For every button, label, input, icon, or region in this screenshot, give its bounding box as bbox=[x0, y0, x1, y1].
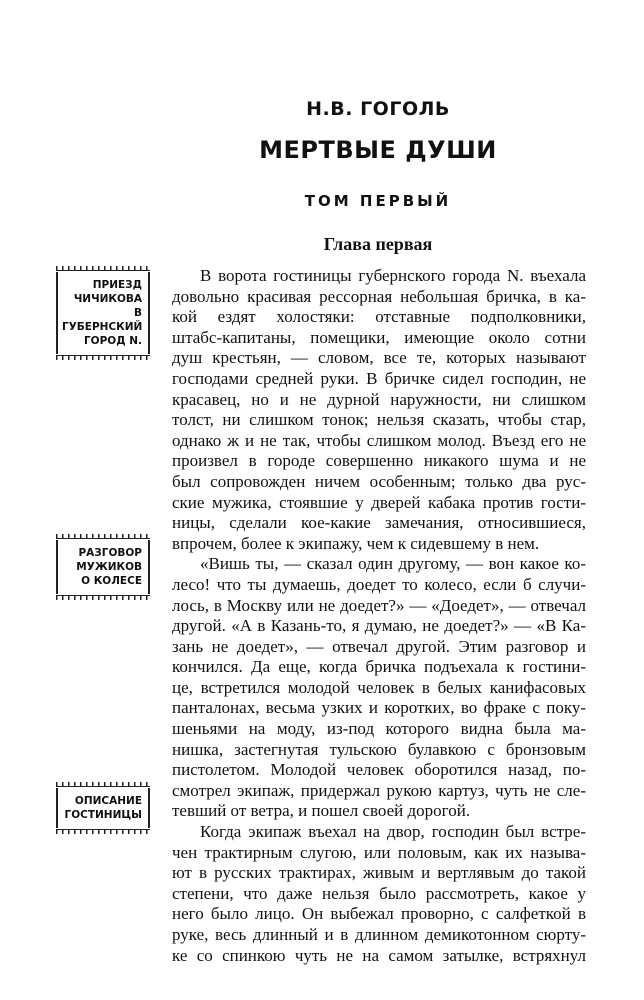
text-line: толст, ни слишком тонок; нельзя сказать, чтобы стар, bbox=[172, 410, 586, 430]
text-line: душ крестьян, — словом, все те, которых называют bbox=[172, 348, 586, 368]
text-line: лесо! что ты думаешь, доедет то колесо, если б случи- bbox=[172, 574, 586, 594]
margin-note-arrival bbox=[56, 272, 150, 354]
text-line: руке, весь длинный и в длинном демикотонном сюрту- bbox=[172, 925, 586, 944]
margin-note-line: ЧИЧИКОВА bbox=[73, 293, 142, 305]
margin-note-wheel-talk bbox=[56, 540, 150, 594]
text-line: произвел в городе совершенно никакого шума и не bbox=[172, 451, 586, 471]
text-line: кой ездят холостяки: отставные подполковники, bbox=[172, 307, 586, 327]
text-line: впрочем, более к экипажу, чем к сидевшему в нем. bbox=[172, 533, 540, 553]
text-line: ют в русских трактирах, живым и вертлявым до такой bbox=[172, 863, 586, 883]
text-line: ские мужика, стоявшие у дверей кабака против гости- bbox=[172, 492, 586, 512]
margin-note-line: В ГУБЕРНСКИЙ bbox=[62, 307, 143, 333]
text-line: «Вишь ты, — сказал один другому, — вон какое ко- bbox=[200, 554, 586, 574]
text-line: довольно красивая рессорная небольшая бричка, в ка- bbox=[172, 286, 586, 306]
text-line: ке со спинкою чуть не на самом затылке, встряхнул bbox=[172, 945, 586, 965]
text-line: красавец, но и не дурной наружности, ни слишком bbox=[172, 389, 586, 409]
margin-note-line: ОПИСАНИЕ bbox=[74, 795, 142, 807]
chapter-text bbox=[172, 266, 586, 966]
text-line: господами средней руки. В бричке сидел господин, не bbox=[172, 368, 586, 388]
text-line: лось, в Москву или не доедет?» — «Доедет», — отвечал bbox=[172, 595, 586, 615]
text-line: был сопровожден ничем особенным; только два рус- bbox=[172, 471, 586, 491]
author-name: Н.В. ГОГОЛЬ bbox=[306, 98, 450, 120]
chapter-heading: Глава первая bbox=[323, 234, 433, 254]
margin-note-hotel-description bbox=[56, 788, 150, 828]
text-line: степени, что даже нельзя было рассмотреть, какое у bbox=[172, 883, 586, 903]
volume-heading: ТОМ ПЕРВЫЙ bbox=[304, 192, 452, 210]
text-line: Когда экипаж въехал на двор, господин был встре- bbox=[200, 822, 586, 842]
text-line: зань не доедет», — отвечал другой. Этим разговор и bbox=[172, 636, 586, 656]
text-line: ницы, сделали кое-какие замечания, относившиеся, bbox=[172, 513, 586, 533]
margin-note-line: О КОЛЕСЕ bbox=[81, 575, 142, 587]
margin-note-line: ГОСТИНИЦЫ bbox=[64, 809, 142, 821]
text-line: пистолетом. Молодой человек оборотился назад, по- bbox=[172, 760, 586, 780]
text-line: це, встретился молодой человек в белых канифасовых bbox=[172, 677, 586, 697]
text-line: нишка, застегнутая тульскою булавкою с бронзовым bbox=[172, 739, 586, 759]
text-line: тевший от ветра, и пошел своей дорогой. bbox=[172, 801, 471, 821]
text-line: смотрел экипаж, придержал рукою картуз, чуть не сле- bbox=[172, 780, 586, 800]
text-line: шеньями на моду, из-под которого видна была ма- bbox=[172, 719, 586, 739]
text-line: В ворота гостиницы губернского города N. въехала bbox=[200, 266, 586, 285]
text-line: другой. «А в Казань-то, я думаю, не доедет?» — «В Ка- bbox=[172, 616, 586, 636]
text-line: панталонах, весьма узких и коротких, во фраке с поку- bbox=[172, 698, 586, 718]
margin-note-line: МУЖИКОВ bbox=[76, 561, 142, 573]
margin-note-line: РАЗГОВОР bbox=[78, 547, 142, 559]
text-line: чен трактирным слугою, или половым, как их называ- bbox=[172, 842, 586, 862]
text-line: штабс-капитаны, помещики, имеющие около сотни bbox=[172, 327, 586, 347]
book-title: МЕРТВЫЕ ДУШИ bbox=[259, 136, 497, 164]
text-line: него было лицо. Он выбежал проворно, с салфеткой в bbox=[172, 904, 586, 924]
text-line: кончился. Да еще, когда бричка подъехала к гостини- bbox=[172, 657, 586, 677]
margin-note-line: ГОРОД N. bbox=[83, 335, 142, 347]
text-line: однако ж и не так, чтобы слишком молод. Въезд его не bbox=[172, 430, 586, 450]
margin-note-line: ПРИЕЗД bbox=[92, 279, 142, 291]
